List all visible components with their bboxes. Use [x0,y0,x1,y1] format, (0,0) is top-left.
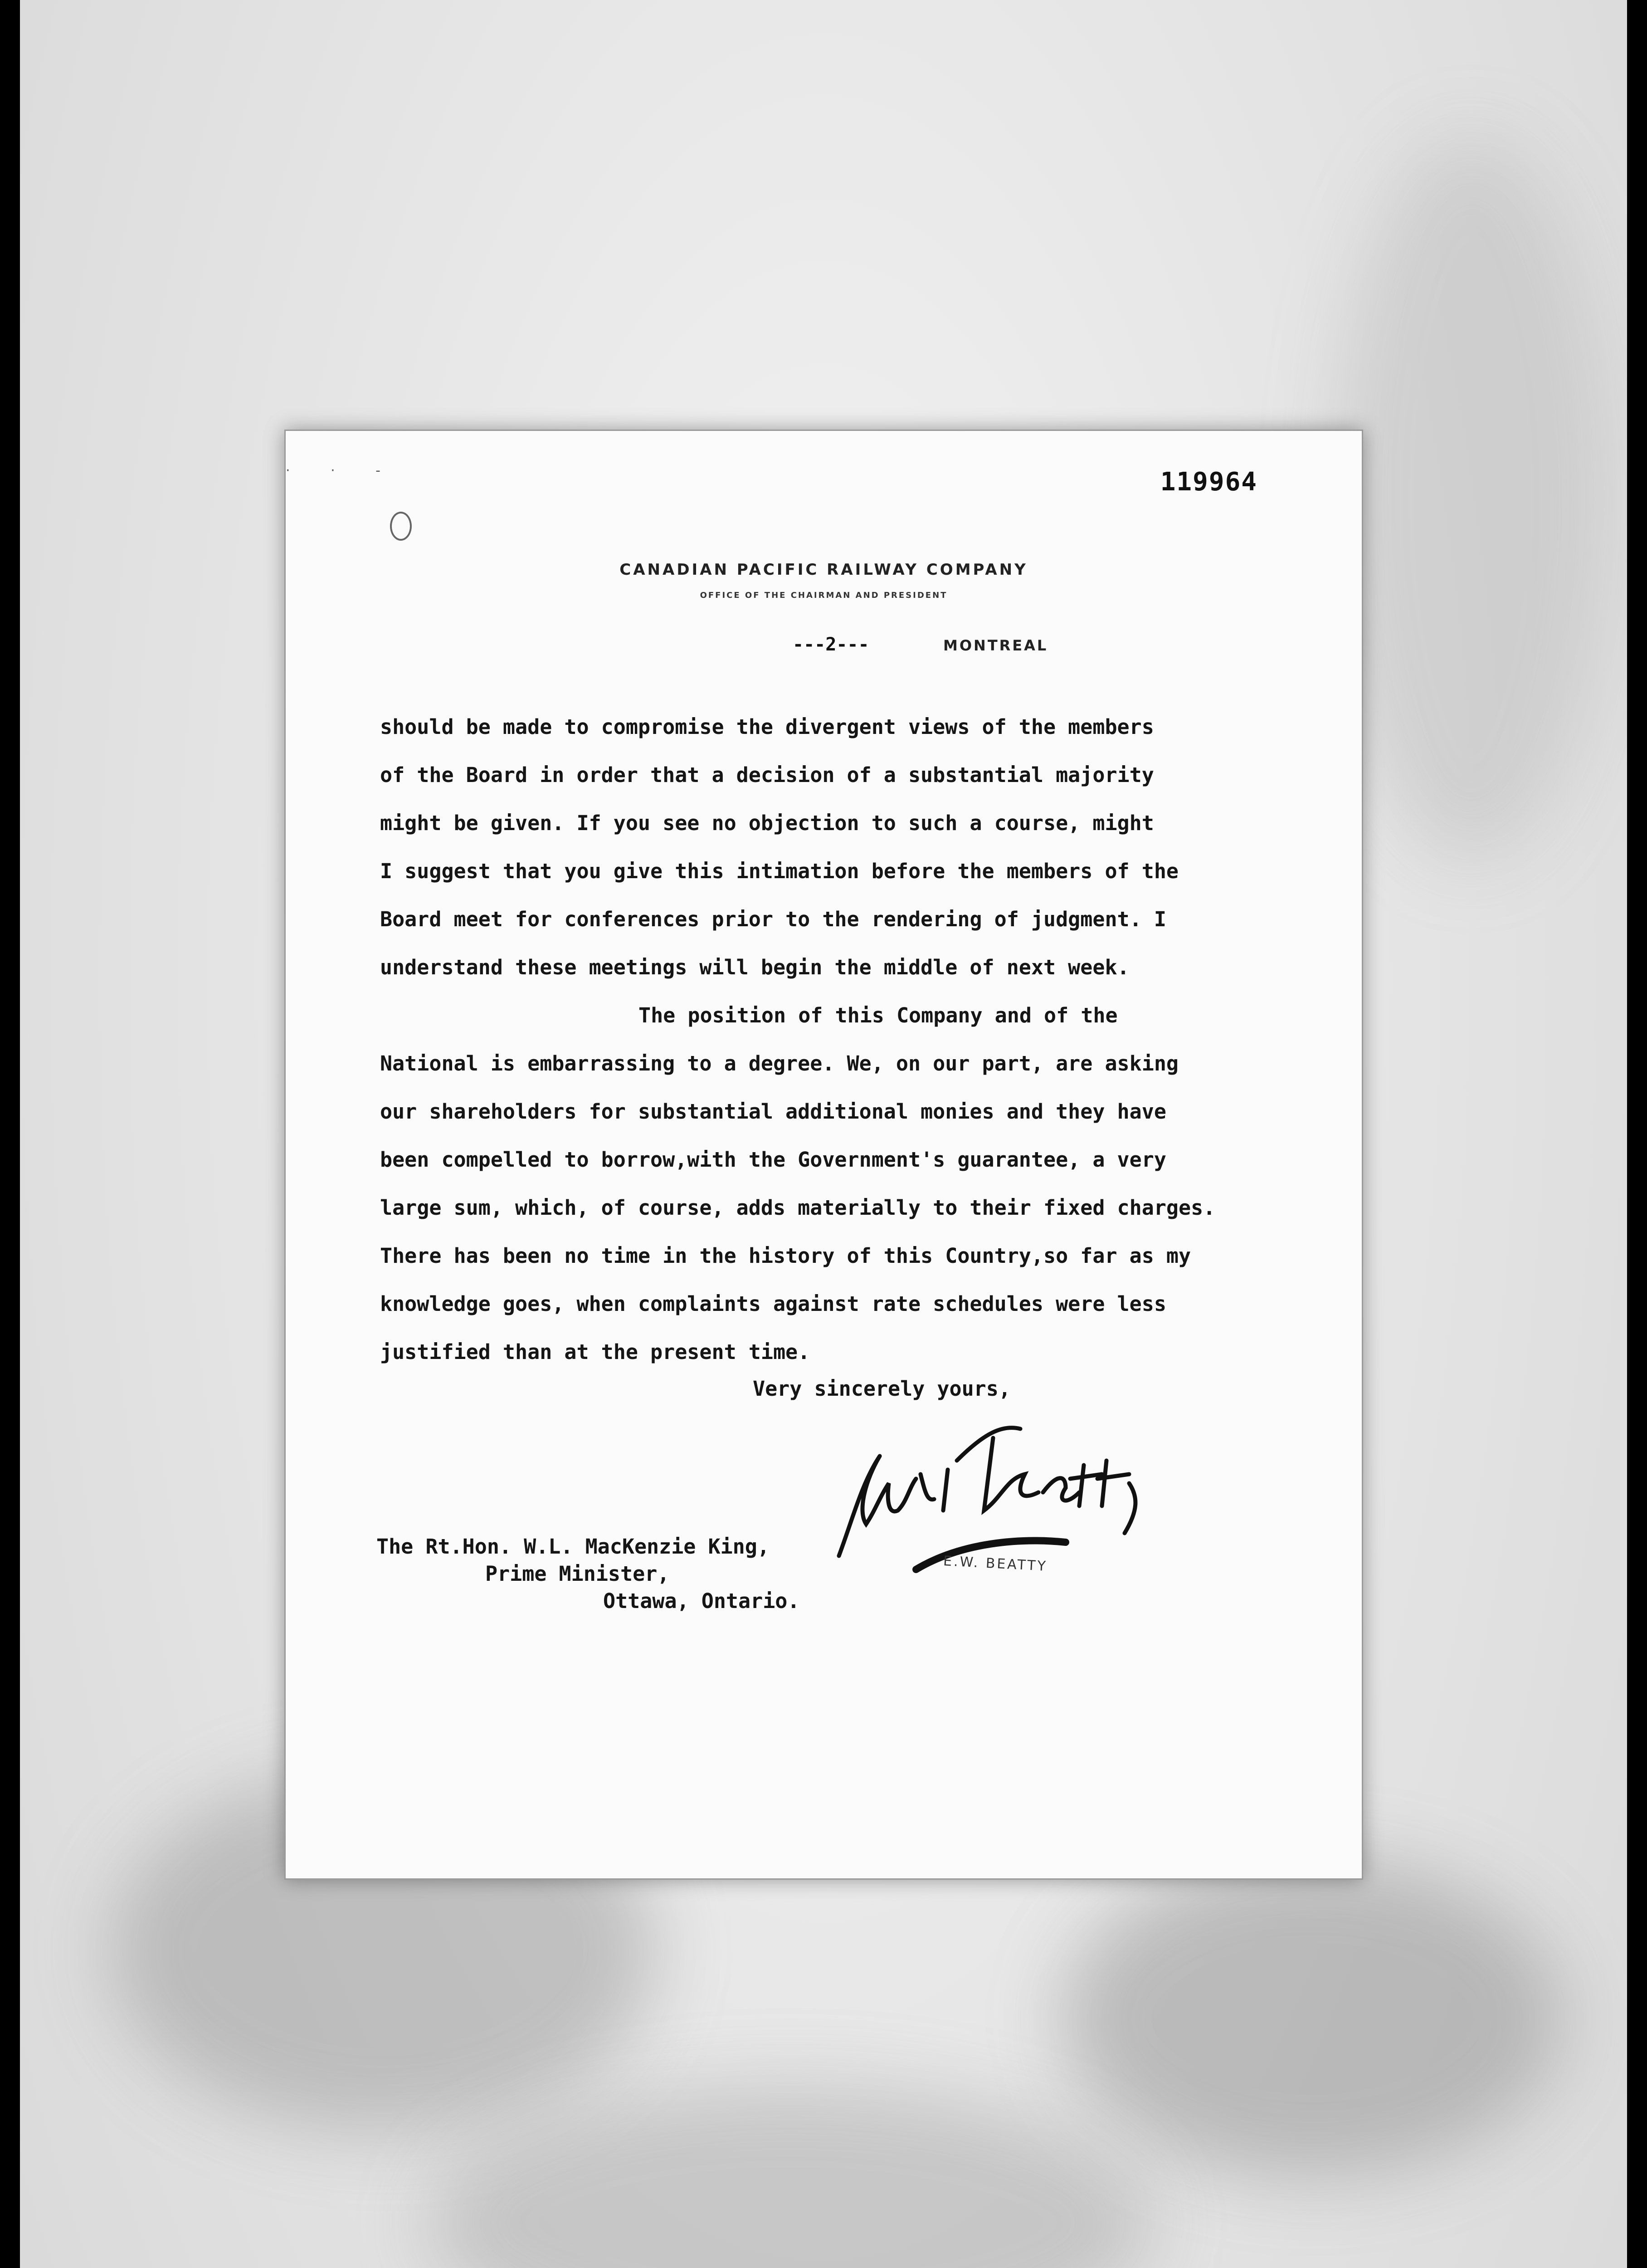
paper-specks: · · - [286,463,399,479]
page-marker: ---2--- [793,634,869,655]
letterhead-office: OFFICE OF THE CHAIRMAN AND PRESIDENT [700,591,948,600]
body-line: large sum, which, of course, adds materially to their fixed charges. [380,1196,1216,1220]
body-line: There has been no time in the history of this Country,so far as my [380,1244,1191,1268]
document-number: 119964 [1160,467,1257,497]
body-line: National is embarrassing to a degree. We, on our part, are asking [380,1051,1179,1075]
punch-hole [390,512,412,541]
address-line: Prime Minister, [485,1562,670,1586]
shadow-smudge [1335,136,1607,862]
letterhead-company: CANADIAN PACIFIC RAILWAY COMPANY [619,561,1028,579]
shadow-smudge [428,2087,1154,2268]
address-line: Ottawa, Ontario. [603,1589,800,1613]
body-line: I suggest that you give this intimation before the members of the [380,859,1179,883]
recipient-address [376,1533,799,1615]
shadow-smudge [1063,1860,1562,2177]
body-line: our shareholders for substantial additional monies and they have [380,1100,1166,1124]
letter-page [284,430,1363,1880]
body-line: Board meet for conferences prior to the rendering of judgment. I [380,907,1166,931]
letterhead-city: MONTREAL [943,637,1048,654]
body-line: justified than at the present time. [380,1340,810,1364]
signature-caption: E.W. BEATTY [943,1553,1048,1574]
closing: Very sincerely yours, [753,1377,1011,1401]
body-line: should be made to compromise the divergent views of the members [380,715,1154,739]
body-line: of the Board in order that a decision of a substantial majority [380,763,1154,787]
body-line: The position of this Company and of the [638,1003,1118,1027]
body-line: understand these meetings will begin the middle of next week. [380,955,1130,979]
letter-body [380,703,1314,1376]
body-line: knowledge goes, when complaints against rate schedules were less [380,1292,1166,1316]
body-line: might be given. If you see no objection to such a course, might [380,811,1154,835]
address-line: The Rt.Hon. W.L. MacKenzie King, [376,1535,770,1559]
body-line: been compelled to borrow,with the Government's guarantee, a very [380,1148,1166,1172]
